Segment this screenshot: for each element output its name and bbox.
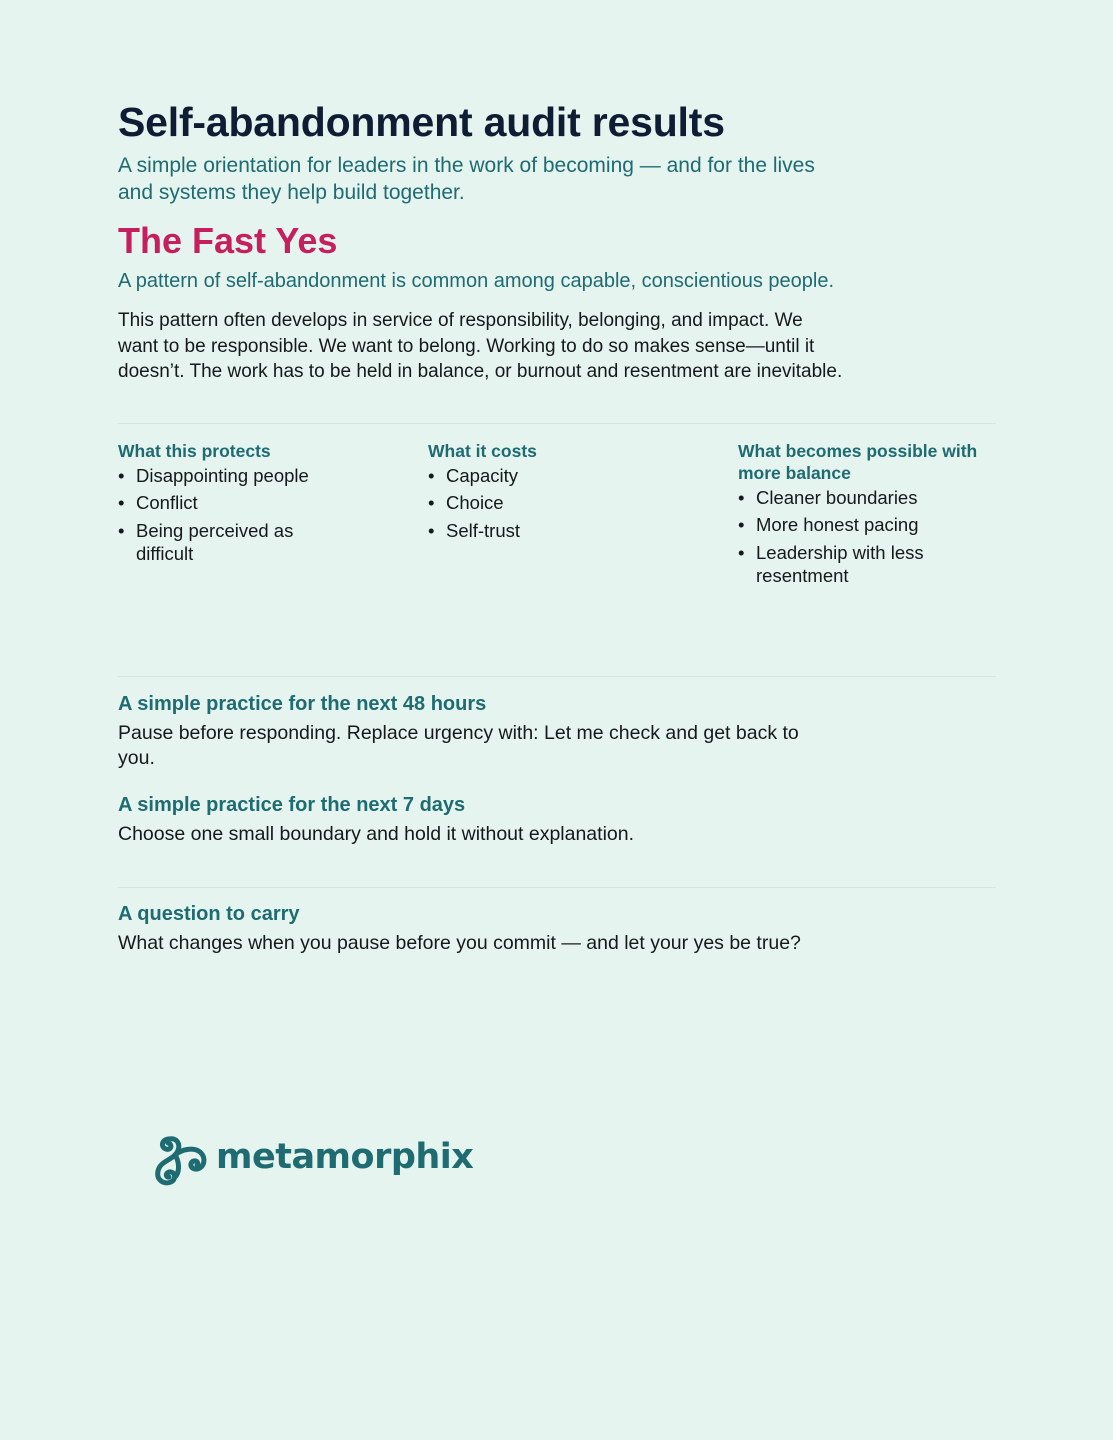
- column-heading: What it costs: [428, 440, 537, 461]
- question-heading: A question to carry: [118, 903, 300, 925]
- list-item: • Cleaner boundaries: [738, 486, 956, 509]
- audit-results-document: [118, 96, 996, 957]
- column-what-becomes-possible: [738, 440, 996, 676]
- column-heading: What this protects: [118, 440, 271, 461]
- pattern-description: This pattern often develops in service of responsibility, belonging, and impact. We want to be responsible. We want to belong. Working to do so makes sense—until it doesn’t. The work has to be held in balance, or burnout and resentment are inevitable.: [118, 310, 843, 382]
- section-divider: [118, 676, 996, 677]
- section-divider: [118, 887, 996, 888]
- column-list: [428, 464, 738, 542]
- page-subtitle: A simple orientation for leaders in the work of becoming — and for the lives and systems they help build together.: [118, 154, 815, 204]
- pattern-name: The Fast Yes: [118, 220, 338, 261]
- practice-heading: A simple practice for the next 48 hours: [118, 692, 487, 715]
- metamorphix-logo: [152, 1126, 473, 1188]
- column-list: [738, 486, 996, 587]
- question-to-carry: [118, 901, 996, 957]
- practice-text: Pause before responding. Replace urgency with: Let me check and get back to you.: [118, 721, 799, 769]
- pattern-tagline: A pattern of self-abandonment is common among capable, conscientious people.: [118, 270, 834, 292]
- page-title: Self-abandonment audit results: [118, 99, 725, 145]
- list-item: • Choice: [428, 491, 636, 514]
- list-item: • Conflict: [118, 491, 326, 514]
- list-item: • Being perceived as difficult: [118, 519, 326, 565]
- column-heading: What becomes possible with more balance: [738, 440, 978, 483]
- column-list: [118, 464, 428, 565]
- triskele-spiral-icon: [152, 1126, 214, 1188]
- practice-7-days: [118, 792, 996, 848]
- column-what-this-protects: [118, 440, 428, 676]
- list-item: • Leadership with less resentment: [738, 541, 956, 587]
- question-text: What changes when you pause before you commit — and let your yes be true?: [118, 932, 801, 954]
- logo-wordmark: metamorphix: [216, 1137, 474, 1177]
- practice-48-hours: [118, 691, 996, 772]
- list-item: • More honest pacing: [738, 513, 956, 536]
- section-divider: [118, 423, 996, 424]
- column-what-it-costs: [428, 440, 738, 676]
- list-item: • Disappointing people: [118, 464, 326, 487]
- practice-text: Choose one small boundary and hold it without explanation.: [118, 822, 635, 845]
- list-item: • Capacity: [428, 464, 636, 487]
- practice-heading: A simple practice for the next 7 days: [118, 793, 466, 816]
- pattern-columns: [118, 440, 996, 676]
- list-item: • Self-trust: [428, 519, 636, 542]
